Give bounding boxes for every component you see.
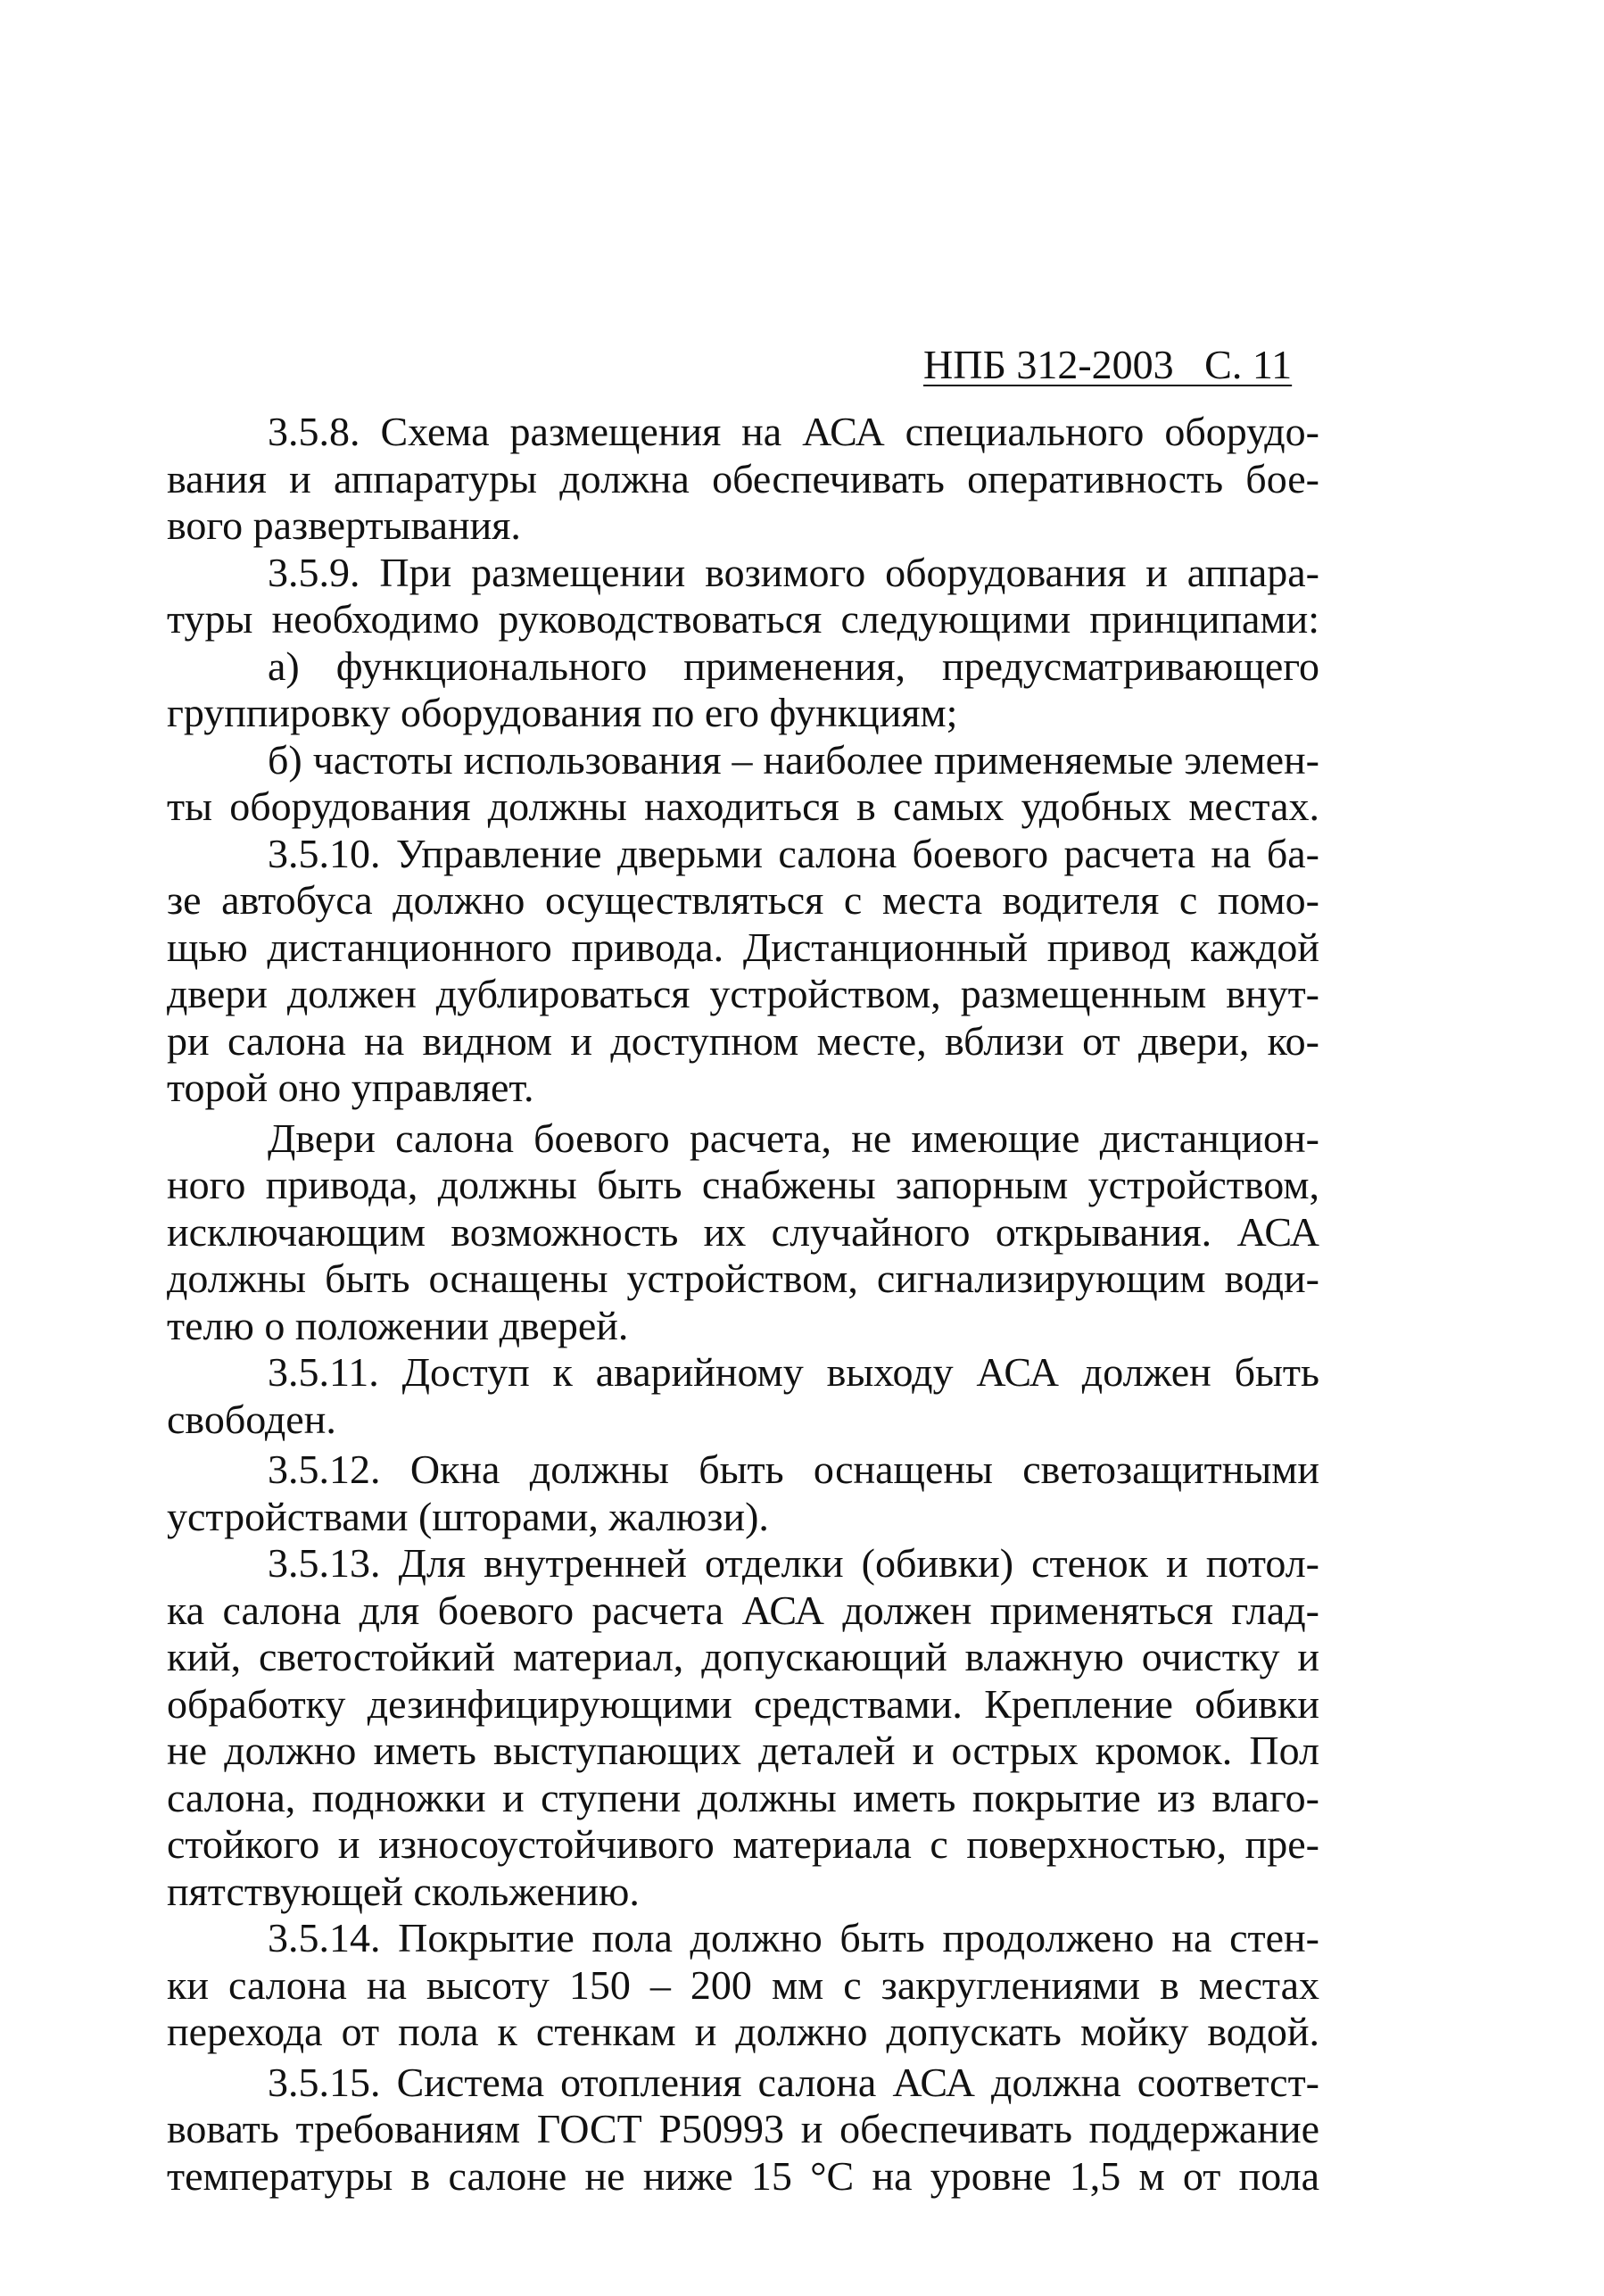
text-line: 3.5.15. Система отопления салона АСА должна соответст- <box>268 2059 1319 2105</box>
text-line: обработку дезинфицирующими средствами. Крепление обивки <box>167 1680 1319 1727</box>
text-line: ты оборудования должны находиться в самых удобных местах. <box>167 783 1319 829</box>
text-line: 3.5.9. При размещении возимого оборудования и аппара- <box>268 549 1319 595</box>
text-line: щью дистанционного привода. Дистанционный привод каждой <box>167 924 1319 970</box>
text-line: ка салона для боевого расчета АСА должен применяться глад- <box>167 1587 1319 1633</box>
text-line: б) частоты использования – наиболее применяемые элемен- <box>268 736 1319 783</box>
text-line: зе автобуса должно осуществляться с места водителя с помо- <box>167 877 1319 923</box>
text-line: вого развертывания. <box>167 502 521 548</box>
text-line: стойкого и износоустойчивого материала с поверхностью, пре- <box>167 1821 1319 1867</box>
text-line: исключающим возможность их случайного открывания. АСА <box>167 1208 1319 1255</box>
text-line: ного привода, должны быть снабжены запорным устройством, <box>167 1162 1319 1207</box>
text-line: 3.5.10. Управление дверьми салона боевого расчета на ба- <box>268 830 1319 876</box>
text-line: устройствами (шторами, жалюзи). <box>167 1493 769 1539</box>
text-line: 3.5.12. Окна должны быть оснащены светозащитными <box>268 1446 1319 1492</box>
text-line: туры необходимо руководствоваться следующими принципами: <box>167 596 1319 642</box>
text-line: должны быть оснащены устройством, сигнализирующим води- <box>167 1256 1319 1301</box>
text-line: температуры в салоне не ниже 15 °С на уровне 1,5 м от пола <box>167 2152 1319 2199</box>
text-line: вовать требованиям ГОСТ Р50993 и обеспечивать поддержание <box>167 2106 1319 2151</box>
text-line: 3.5.11. Доступ к аварийному выходу АСА должен быть <box>268 1349 1319 1395</box>
text-line: 3.5.13. Для внутренней отделки (обивки) стенок и потол- <box>268 1540 1319 1586</box>
text-line: кий, светостойкий материал, допускающий влажную очистку и <box>167 1634 1319 1679</box>
text-line: 3.5.8. Схема размещения на АСА специального оборудо- <box>268 409 1319 454</box>
text-line: группировку оборудования по его функциям; <box>167 690 958 735</box>
text-line: торой оно управляет. <box>167 1065 534 1110</box>
text-line: а) функционального применения, предусматривающего <box>268 642 1319 689</box>
text-line: свободен. <box>167 1396 336 1442</box>
text-line: 3.5.14. Покрытие пола должно быть продолжено на стен- <box>268 1915 1319 1960</box>
text-line: салона, подножки и ступени должны иметь покрытие из влаго- <box>167 1774 1319 1820</box>
page-header: НПБ 312-2003 С. 11 <box>923 342 1293 387</box>
document-body <box>167 409 1319 2200</box>
text-line: ки салона на высоту 150 – 200 мм с закруглениями в местах <box>167 1961 1319 2008</box>
text-line: вания и аппаратуры должна обеспечивать оперативность бое- <box>167 455 1319 501</box>
text-line: перехода от пола к стенкам и должно допускать мойку водой. <box>167 2009 1319 2054</box>
text-line: телю о положении дверей. <box>167 1302 629 1348</box>
text-line: ри салона на видном и доступном месте, вблизи от двери, ко- <box>167 1017 1319 1064</box>
text-line: двери должен дублироваться устройством, размещенным внут- <box>167 971 1319 1016</box>
text-line: пятствующей скольжению. <box>167 1868 640 1914</box>
text-line: не должно иметь выступающих деталей и острых кромок. Пол <box>167 1728 1319 1773</box>
text-line: Двери салона боевого расчета, не имеющие дистанцион- <box>268 1115 1319 1161</box>
